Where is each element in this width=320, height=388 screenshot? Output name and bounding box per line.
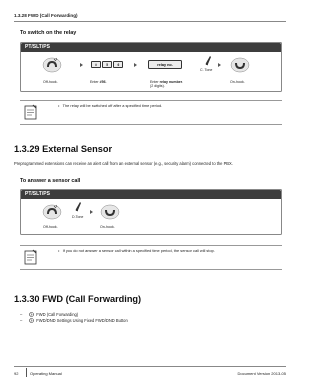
- step-arrow-icon: [80, 63, 83, 67]
- external-sensor-description: Preprogrammed extensions can receive an alert call from an external sensor (e.g., security alarm) connected to the PBX.: [14, 161, 233, 166]
- panel-label: PT/SLT/PS: [25, 191, 50, 197]
- onhook-handset-icon: [100, 204, 120, 220]
- sensor-subheading: To answer a sensor call: [20, 178, 81, 184]
- step-ctone: C. Tone: [200, 68, 213, 72]
- list-item[interactable]: – FWD (Call Forwarding): [20, 312, 79, 317]
- dial-key: 5: [102, 61, 112, 68]
- manual-title: Operating Manual: [30, 371, 62, 376]
- panel-label: PT/SLT/PS: [25, 44, 50, 50]
- offhook-handset-icon: [42, 204, 62, 220]
- cross-reference-icon: [29, 312, 34, 317]
- running-header: 1.3.28 FWD (Call Forwarding): [14, 13, 78, 18]
- step-arrow-icon: [90, 210, 93, 214]
- relay-number-key: relay no.: [148, 60, 182, 69]
- sensor-note-bottom-divider: [20, 269, 282, 270]
- list-item[interactable]: – FWD/DND Settings Using Fixed FWD/DND Button: [20, 317, 128, 323]
- footer-separator: [26, 368, 27, 377]
- sensor-note: • If you do not answer a sensor call within a specified time period, the sensor call will stop.: [58, 248, 215, 253]
- fwd-title: 1.3.30 FWD (Call Forwarding): [14, 294, 142, 304]
- step-onhook: On-hook.: [230, 80, 245, 84]
- relay-note: • The relay will be switched off after a specified time period.: [58, 103, 163, 108]
- dial-key: 6: [113, 61, 123, 68]
- step-offhook: Off-hook.: [43, 225, 58, 229]
- dial-key: #: [91, 61, 101, 68]
- offhook-handset-icon: [42, 57, 62, 73]
- feature-code-keys: [91, 61, 123, 68]
- relay-heading: To switch on the relay: [20, 30, 77, 36]
- page-number: 92: [14, 371, 19, 376]
- external-sensor-title: 1.3.29 External Sensor: [14, 144, 113, 154]
- step-offhook: Off-hook.: [43, 80, 58, 84]
- confirmation-tone-icon: [205, 55, 213, 67]
- dial-tone-icon: [75, 201, 83, 213]
- note-icon: [24, 249, 38, 265]
- panel-header: [21, 190, 281, 199]
- step-enter-code: Enter #56.: [90, 80, 107, 84]
- fwd-link-list: [20, 312, 128, 323]
- header-divider: [14, 21, 286, 22]
- step-onhook: On-hook.: [100, 225, 115, 229]
- panel-header: [21, 43, 281, 52]
- footer-divider: [14, 366, 286, 367]
- relay-note-bottom-divider: [20, 124, 282, 125]
- cross-reference-icon: [29, 318, 34, 323]
- step-enter-relay: Enter relay number. (2 digits).: [150, 80, 184, 89]
- step-arrow-icon: [218, 63, 221, 67]
- sensor-note-divider: [20, 245, 282, 246]
- document-version: Document Version 2013-05: [237, 371, 286, 376]
- relay-note-divider: [20, 100, 282, 101]
- note-icon: [24, 104, 38, 120]
- onhook-handset-icon: [230, 57, 250, 73]
- step-dtone: D.Tone: [72, 215, 84, 219]
- step-arrow-icon: [134, 63, 137, 67]
